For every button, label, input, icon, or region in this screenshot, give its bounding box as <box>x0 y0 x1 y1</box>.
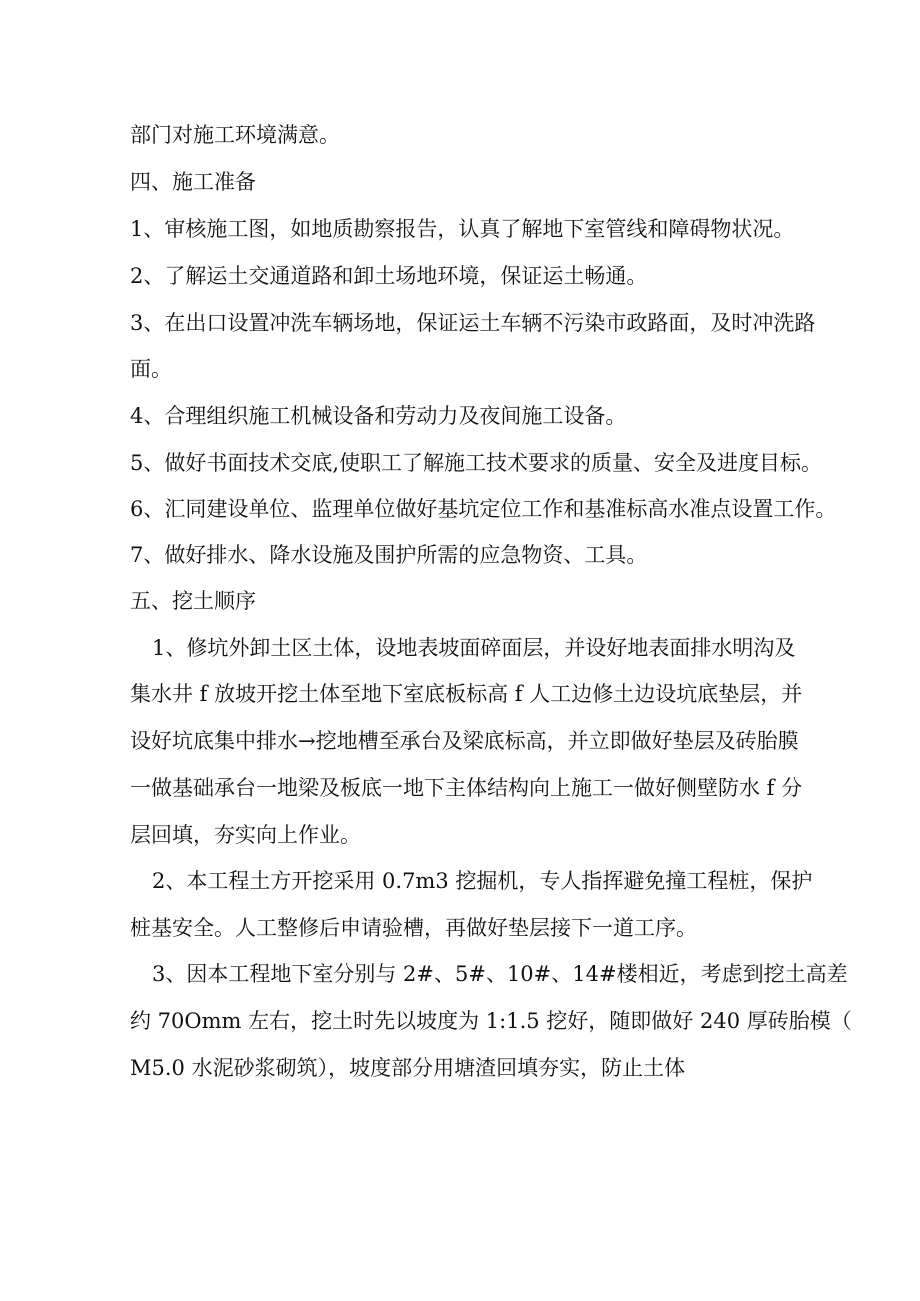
section-heading: 四、施工准备 <box>130 170 256 194</box>
list-item: 3、在出口设置冲洗车辆场地，保证运土车辆不污染市政路面，及时冲洗路 <box>130 311 816 335</box>
list-item-continuation: 面。 <box>130 357 172 381</box>
paragraph-line: 一做基础承台一地梁及板底一地下主体结构向上施工一做好侧壁防水 f 分 <box>130 776 803 800</box>
paragraph-line: 集水井 f 放坡开挖土体至地下室底板标高 f 人工边修土边设坑底垫层，并 <box>130 682 803 706</box>
list-item: 2、了解运土交通道路和卸土场地环境，保证运土畅通。 <box>130 264 648 288</box>
paragraph-line: 设好坑底集中排水→挖地槽至承台及梁底标高，并立即做好垫层及砖胎膜 <box>130 729 799 753</box>
paragraph-line: 层回填，夯实向上作业。 <box>130 823 361 847</box>
paragraph-line: 1、修坑外卸土区土体，设地表坡面碎面层，并设好地表面排水明沟及 <box>152 636 796 660</box>
list-item: 6、汇同建设单位、监理单位做好基坑定位工作和基准标高水准点设置工作。 <box>130 497 837 521</box>
paragraph-line: 约 70Omm 左右，挖土时先以坡度为 1:1.5 挖好，随即做好 240 厚砖胎模（ <box>130 1009 852 1033</box>
list-item: 1、审核施工图，如地质勘察报告，认真了解地下室管线和障碍物状况。 <box>130 217 795 241</box>
paragraph-line: 2、本工程土方开挖采用 0.7m3 挖掘机，专人指挥避免撞工程桩，保护 <box>152 869 813 893</box>
section-heading: 五、挖土顺序 <box>130 589 256 613</box>
list-item: 5、做好书面技术交底,使职工了解施工技术要求的质量、安全及进度目标。 <box>130 451 823 475</box>
paragraph-line: 3、因本工程地下室分别与 2#、5#、10#、14#楼相近，考虑到挖土高差 <box>152 962 848 986</box>
text-line: 部门对施工环境满意。 <box>130 123 340 147</box>
list-item: 7、做好排水、降水设施及围护所需的应急物资、工具。 <box>130 543 648 567</box>
paragraph-line: 桩基安全。人工整修后申请验槽，再做好垫层接下一道工序。 <box>130 916 697 940</box>
paragraph-line: M5.0 水泥砂浆砌筑），坡度部分用塘渣回填夯实，防止土体 <box>130 1056 686 1080</box>
list-item: 4、合理组织施工机械设备和劳动力及夜间施工设备。 <box>130 404 627 428</box>
